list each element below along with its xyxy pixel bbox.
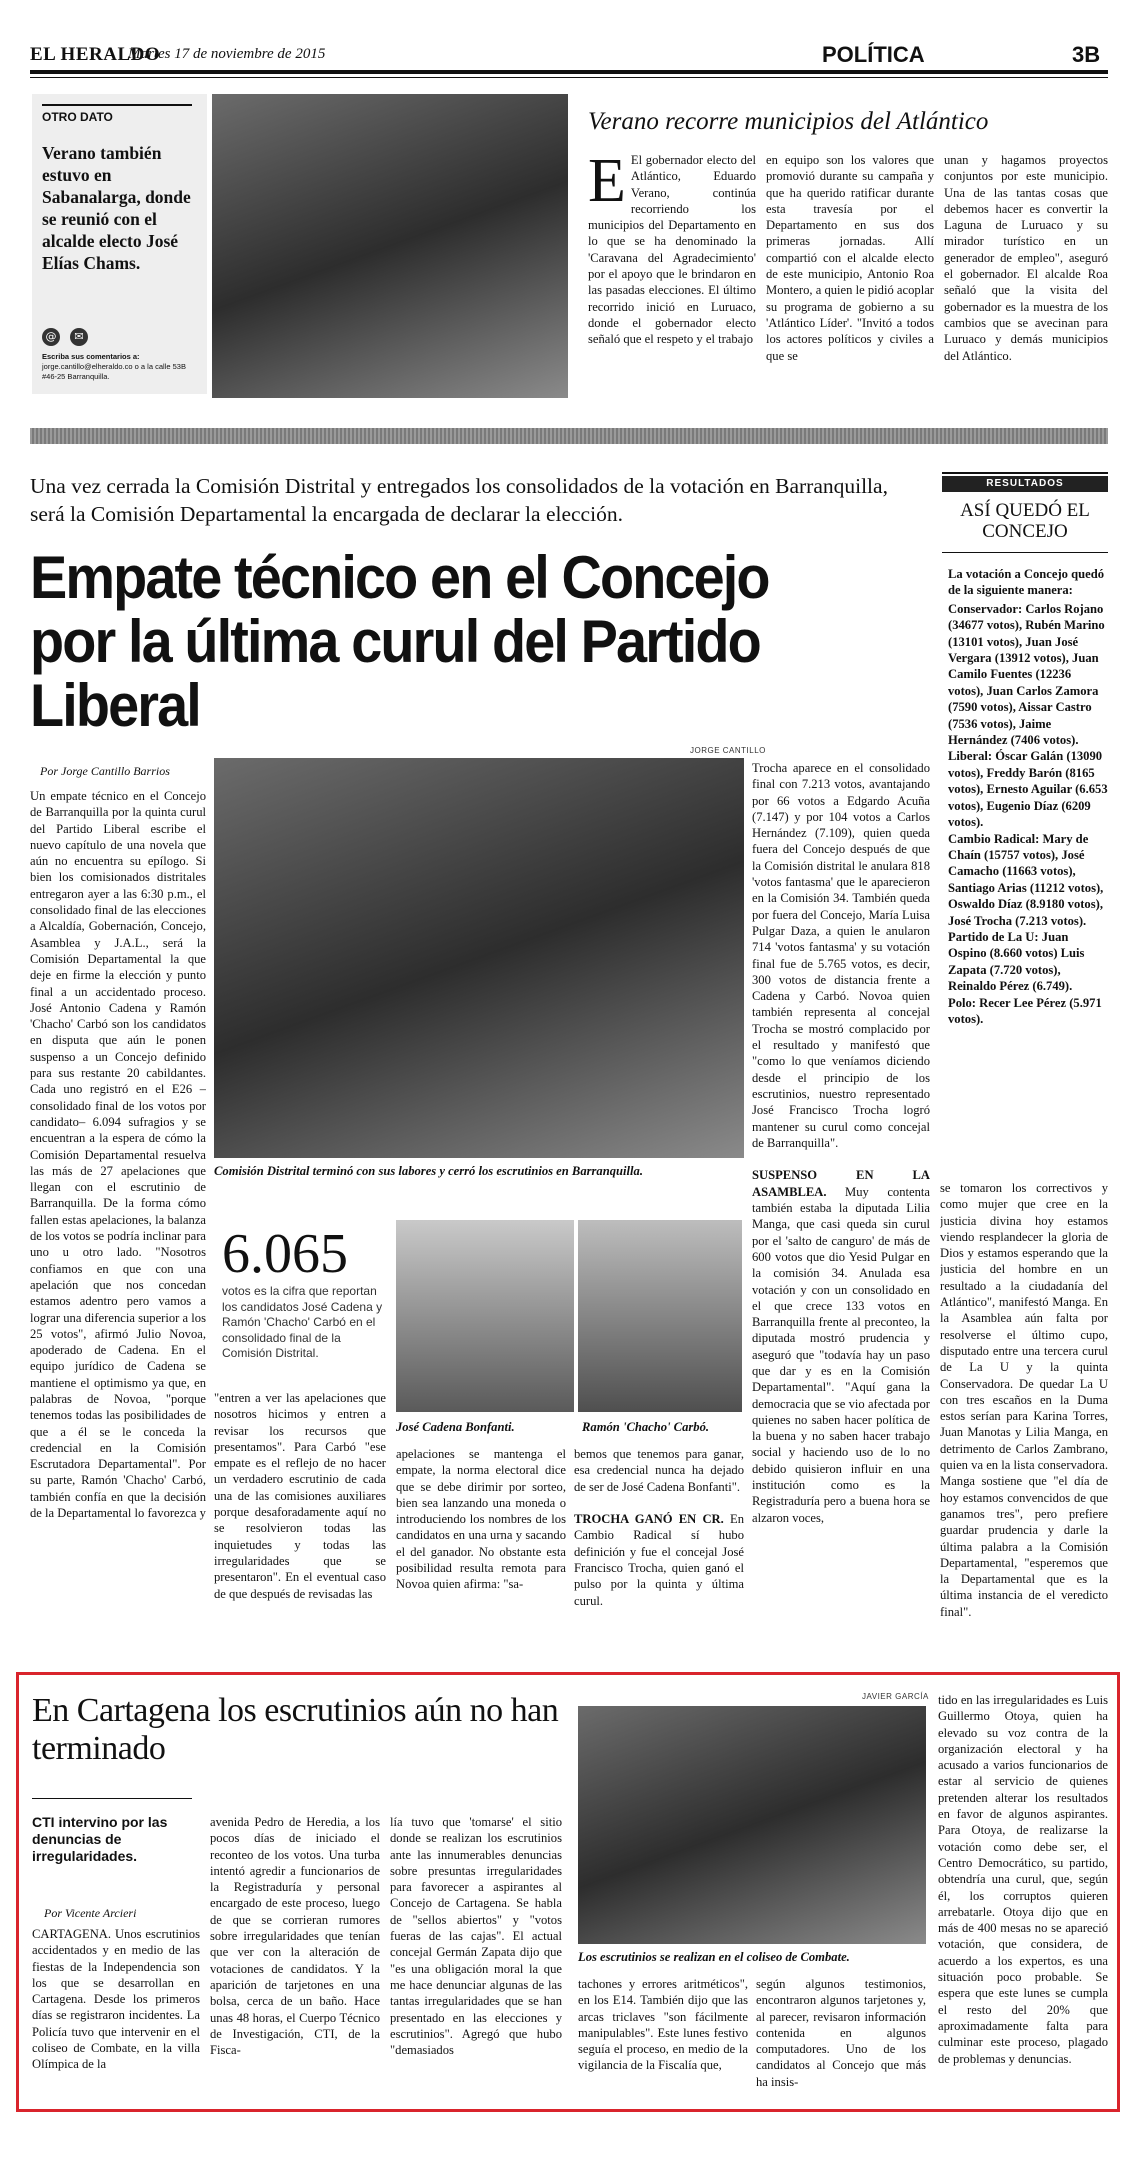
resultados-group [948, 831, 1108, 929]
otro-dato-text: Verano también estuvo en Sabanalarga, donde se reunió con el alcalde electo José Elías Chams. [42, 143, 191, 273]
cartagena-col-1: CARTAGENA. Unos escrutinios accidentados y en medio de las fiestas de la Independencia son los que se desarrollan en Cartagena. Desde los primeros días se registraron incidentes. La Policía tuvo que intervenir en el coliseo de Combate, en la villa Olímpica de la [32, 1927, 200, 2072]
cartagena-col-5: según algunos testimonios, encontraron algunos tarjetones y, al parecer, revisaron información contenida en algunos computadores. Uno de los candidatos al Concejo que más ha insis- [756, 1977, 926, 2089]
main-headline: Empate técnico en el Concejo por la última curul del Partido Liberal [30, 544, 769, 739]
verano-col-2: en equipo son los valores que promovió durante su campaña y que ha querido ratificar durante esta travesía por el Departamento en sus dos primeras jornadas. Allí compartió con el alcalde electo de este municipio, Antonio Roa Montero, a quien le pidió acoplar su programa de gobierno a su 'Atlántico Líder'. "Invitó a todos los actores políticos y civiles a que se [766, 153, 934, 363]
issue-date: Martes 17 de noviembre de 2015 [128, 46, 326, 62]
main-col-1: Un empate técnico en el Concejo de Barranquilla por la quinta curul del Partido Liberal escribe el nuevo capítulo de una novela que aún no encuentra su epílogo. Si bien los comisionados distritales entregaron ayer a las 6:30 p.m., el consolidado final de las elecciones a Alcaldía, Gobernación, Concejo, Asamblea y J.A.L., será la Comisión Departamental la que deje en firme la elección y punto final a un accidentado proceso. José Antonio Cadena y Ramón 'Chacho' Carbó son los candidatos en disputa que aún le ponen suspenso a un Concejo definido para sus restante 20 cabildantes. Cada uno registró en el E26 –consolidado final de los votos por candidato– 6.094 sufragios y se encuentran a la espera de cómo la Comisión Departamental resuelva las más de 27 apelaciones que llegan con el escrutinio de Barranquilla. De la forma cómo fallen estas apelaciones, la balanza de los votos se podría inclinar para uno u otro lado. "Nosotros confiamos en que con una apelación que nos concedan estamos adentro pero vamos a lograr una diferencia superior a los 25 votos", afirmó Julio Novoa, apoderado de Cadena. En el equipo jurídico de Cadena se mantiene el optimismo ya que, en palabras de Novoa, "porque tenemos todas las posibilidades de que a él se le conceda la credencial en la Comisión Escrutadora Departamental". Por su parte, Ramón 'Chacho' Carbó, también confía en que la decisión de la Departamental lo favorezca y [30, 789, 206, 1521]
cadena-photo [396, 1220, 574, 1412]
main-deck: Una vez cerrada la Comisión Distrital y entregados los consolidados de la votación en Barranquilla, será la Comisión Departamental la encargada de declarar la elección. [30, 474, 888, 526]
resultados-title-rule [942, 552, 1108, 553]
carbo-photo [578, 1220, 742, 1412]
contact-text: jorge.cantillo@elheraldo.co o a la calle 53B #46-25 Barranquilla. [42, 362, 186, 381]
resultados-tag: RESULTADOS [942, 476, 1108, 492]
big-number: 6.065 [222, 1223, 348, 1285]
party-name: Liberal: [948, 749, 993, 764]
party-name: Conservador: [948, 601, 1023, 616]
col-4b-kicker: TROCHA GANÓ EN CR. [574, 1512, 724, 1527]
party-results: Juan Ospino (8.660 votos) Luis Zapata (7.720 votos), Reinaldo Pérez (6.749). [948, 929, 1085, 994]
at-icon: @ [42, 328, 60, 346]
cartagena-photo-credit: JAVIER GARCÍA [862, 1692, 929, 1701]
main-photo-caption: Comisión Distrital terminó con sus labores y cerró los escrutinios en Barranquilla. [214, 1164, 643, 1178]
party-name: Polo: [948, 995, 976, 1010]
page-number: 3B [1072, 42, 1101, 67]
main-col-4b [574, 1446, 744, 1650]
main-col-3b: apelaciones se mantenga el empate, la norma electoral dice que se debe dirimir por sorteo, bien sea lanzando una moneda o introduciendo los nombres de los candidatos en una urna y sacando el del ganador. No obstante esta posibilidad resulta remota para Novoa quien afirma: "sa- [396, 1447, 566, 1592]
big-number-text: votos es la cifra que reportan los candidatos José Cadena y Ramón 'Chacho' Carbó en el consolidado final de la Comisión Distrital. [222, 1284, 383, 1360]
verano-photo [212, 94, 568, 398]
party-results: Mary de Chaín (15757 votos), José Camacho (11663 votos), Santiago Arias (11212 votos), Oswaldo Díaz (8.9180 votos), José Trocha (7.213 votos). [948, 831, 1104, 928]
party-results: Óscar Galán (13090 votos), Freddy Barón (8165 votos), Ernesto Aguilar (6.653 votos), Eugenio Díaz (6209 votos). [948, 749, 1108, 830]
col-4b-text-a: bemos que tenemos para ganar, esa credencial nunca ha dejado de ser de José Cadena Bonfanti". [574, 1447, 744, 1494]
verano-col-1-text: El gobernador electo del Atlántico, Eduardo Verano, continúa recorriendo los municipios del Departamento en lo que se ha denominado la 'Caravana del Agradecimiento' por el apoyo que le brindaron en las pasadas elecciones. El último recorrido inició en Luruaco, donde el gobernador electo señaló que el respeto y el trabajo [588, 153, 756, 347]
cartagena-col-6: tido en las irregularidades es Luis Guillermo Otoya, quien ha elevado su voz contra de la organización electoral y ha acusado a varios funcionarios de estar al servicio de quienes pretenden alterar los resultados en favor de algunos aspirantes. Para Otoya, de realizarse la votación como debe ser, el Centro Democrático, su partido, obtendría una curul, que, según él, los corruptos quieren arrebatarle. Otoya dijo que en más de 400 mesas no se apareció votación, que considera, de acuerdo a los expertos, es una situación poco probable. Se espera que este lunes se cumpla el resto del 20% que aproximadamente falta para culminar este proceso, plagado de problemas y denuncias. [938, 1693, 1108, 2066]
newspaper-brand: EL HERALDO [30, 44, 161, 65]
col-5-text-b: Muy contenta también estaba la diputada Lilia Manga, que casi queda sin curul por el 'salto de canguro' de más de 600 votos que dio Yesid Pulgar en la comisión 34. Anulada esa votación y con un consolidado en el que crece 133 votos en Barranquilla frente al preconteo, la diputada mostró prudencia y aseguró que "todavía hay un paso que dar y es en la Comisión Departamental". "Aquí gana la democracia que se vio afectada por quienes no saben hacer política de la buena y no saben hacer trabajo social y haciendo uso de lo no debido quisieron influir en una institución como es la Registraduría pero a buena hora se alzaron voces, [752, 1184, 930, 1525]
main-col-6: se tomaron los correctivos y como mujer que cree en la justicia divina hoy estamos viendo resplandecer la gloria de Dios y estamos esperando que la justicia del hombre en un resultado a la ciudadanía del Atlántico", manifestó Manga. En la Asamblea aún falta por resolverse el último cupo, disputado entre una tercera curul de La U y la quinta Conservadora. De quedar La U con tres escaños en la Duma estos serían para Karina Torres, Juan Manotas y Lilia Manga, en detrimento de Carlos Zambrano, quien va en la lista conservadora. Manga sostiene que "el día de hoy estamos convencidos de que ganamos tres", pero prefiere guardar prudencia y darle la última palabra a la Comisión Departamental, "esperemos que la Departamental que es la última instancia de el veredicto final". [940, 1181, 1108, 1619]
cartagena-subtitle: CTI intervino por las denuncias de irregularidades. [32, 1814, 168, 1864]
mail-icon: ✉ [70, 328, 88, 346]
resultados-rule [942, 472, 1108, 474]
cartagena-rule [32, 1798, 192, 1799]
header-rule-thin [30, 77, 1108, 78]
section-divider-bar [30, 428, 1108, 444]
resultados-group [948, 748, 1108, 830]
party-name: Partido de La U: [948, 929, 1039, 944]
resultados-title: ASÍ QUEDÓ EL CONCEJO [960, 500, 1090, 542]
contact-label: Escriba sus comentarios a: [42, 352, 140, 361]
col-5-text: Trocha aparece en el consolidado final con 7.213 votos, avantajando por 66 votos a Edgardo Acuña (7.147) y por 104 votos a Carlos Hernández (7.109), quien queda fuera del Concejo después de que la Comisión distrital le anulara 818 'votos fantasma' que le aparecieron en la Comisión 34. También queda por fuera del Concejo, María Luisa Pulgar Daza, a quien le anularon 714 'votos fantasma' y su votación final fue de 5.765 votos, es decir, 300 votos de distancia frente a Cadena y Carbó. Novoa quien también representa al concejal Trocha se mostró complacido por el resultado y manifestó que "como lo que veníamos diciendo desde el principio de los escrutinios, nuestro representado José Francisco Trocha logró mantener su curul como concejal de Barranquilla". [752, 761, 930, 1150]
party-results: Carlos Rojano (34677 votos), Rubén Marino (13101 votos), Juan José Vergara (13912 votos), Juan Camilo Fuentes (12236 votos), Juan Carlos Zamora (7590 votos), Aissar Castro (7536 votos), Jaime Hernández (7406 votos). [948, 601, 1105, 748]
cartagena-photo-caption: Los escrutinios se realizan en el coliseo de Combate. [578, 1950, 850, 1964]
main-col-2b: "entren a ver las apelaciones que nosotros hicimos y entren a revisar los recursos que presentamos". Para Carbó "ese empate es el reflejo de no hacer un verdadero escrutinio de cada una de las comisiones auxiliares porque desaforadamente aquí no se resolvieron todas las inquietudes y todas las irregularidades que se presentaron". En el eventual caso de que después de revisadas las [214, 1391, 386, 1601]
verano-title: Verano recorre municipios del Atlántico [588, 108, 989, 135]
verano-col-3: unan y hagamos proyectos conjuntos por este municipio. Una de las tantas cosas que debemos hacer es convertir la Laguna de Luruaco y su mirador turístico en un generador de empleo", aseguró el gobernador. El alcalde Roa señaló que la visita del gobernador es la muestra de los cambios que se avecinan para Luruaco y demás municipios del Atlántico. [944, 153, 1108, 363]
col-4b-text-b: En Cambio Radical sí hubo definición y fue el concejal José Francisco Trocha, quien ganó el pulso por la quinta y última curul. [574, 1512, 744, 1608]
resultados-group [948, 601, 1108, 749]
main-photo-credit: JORGE CANTILLO [690, 746, 766, 755]
cartagena-col-4: tachones y errores aritméticos", en los E14. También dijo que las arcas triclaves "son fácilmente manipulables". Este lunes festivo seguía el proceso, en medio de la vigilancia de la Fiscalía que, [578, 1977, 748, 2073]
otro-dato-label: OTRO DATO [42, 110, 113, 124]
cartagena-title: En Cartagena los escrutinios aún no han terminado [32, 1692, 559, 1767]
otro-dato-rule [42, 104, 192, 106]
resultados-group [948, 995, 1108, 1028]
otro-dato-contact [42, 352, 202, 382]
party-name: Cambio Radical: [948, 831, 1040, 846]
col-5-kicker: SUSPENSO EN LA ASAMBLEA. [752, 1168, 930, 1199]
cartagena-photo [578, 1706, 926, 1944]
header-rule [30, 70, 1108, 74]
main-photo [214, 758, 744, 1158]
cartagena-byline: Por Vicente Arcieri [44, 1906, 137, 1920]
resultados-group [948, 929, 1108, 995]
resultados-intro: La votación a Concejo quedó de la siguiente manera: [948, 567, 1105, 598]
cartagena-col-3: lía tuvo que 'tomarse' el sitio donde se realizan los escrutinios ante las innumerables denuncias sobre presuntas irregularidades para favorecer a aspirantes al Concejo de Cartagena. Se habla de "sellos abiertos" y "votos fueras de las cajas". El actual concejal Germán Zapata dijo que "es una obligación moral la que me hace denunciar algunas de las tantas irregularidades que se han presentado en las elecciones y escrutinios". Agregó que hubo "demasiados [390, 1815, 562, 2058]
main-col-5 [752, 760, 930, 1650]
cadena-caption: José Cadena Bonfanti. [396, 1420, 515, 1434]
cartagena-col-2: avenida Pedro de Heredia, a los pocos días de iniciado el reconteo de los votos. Una turba intentó agredir a funcionarios de la Registraduría y personal encargado de este proceso, luego de que se corrieran rumores sobre irregularidades que tenían que ver con la alteración de votaciones de candidatos. Y la aparición de tarjetones en una bolsa, cerca de un baño. Hace unas 48 horas, el Cuerpo Técnico de Investigación, CTI, de la Fisca- [210, 1815, 380, 2058]
dropcap: E [588, 152, 626, 215]
resultados-body [948, 566, 1108, 1027]
verano-col-1 [588, 152, 756, 398]
party-results: Recer Lee Pérez (5.971 votos). [948, 995, 1102, 1026]
main-byline: Por Jorge Cantillo Barrios [40, 764, 170, 778]
section-name: POLÍTICA [822, 42, 925, 67]
carbo-caption: Ramón 'Chacho' Carbó. [582, 1420, 710, 1434]
